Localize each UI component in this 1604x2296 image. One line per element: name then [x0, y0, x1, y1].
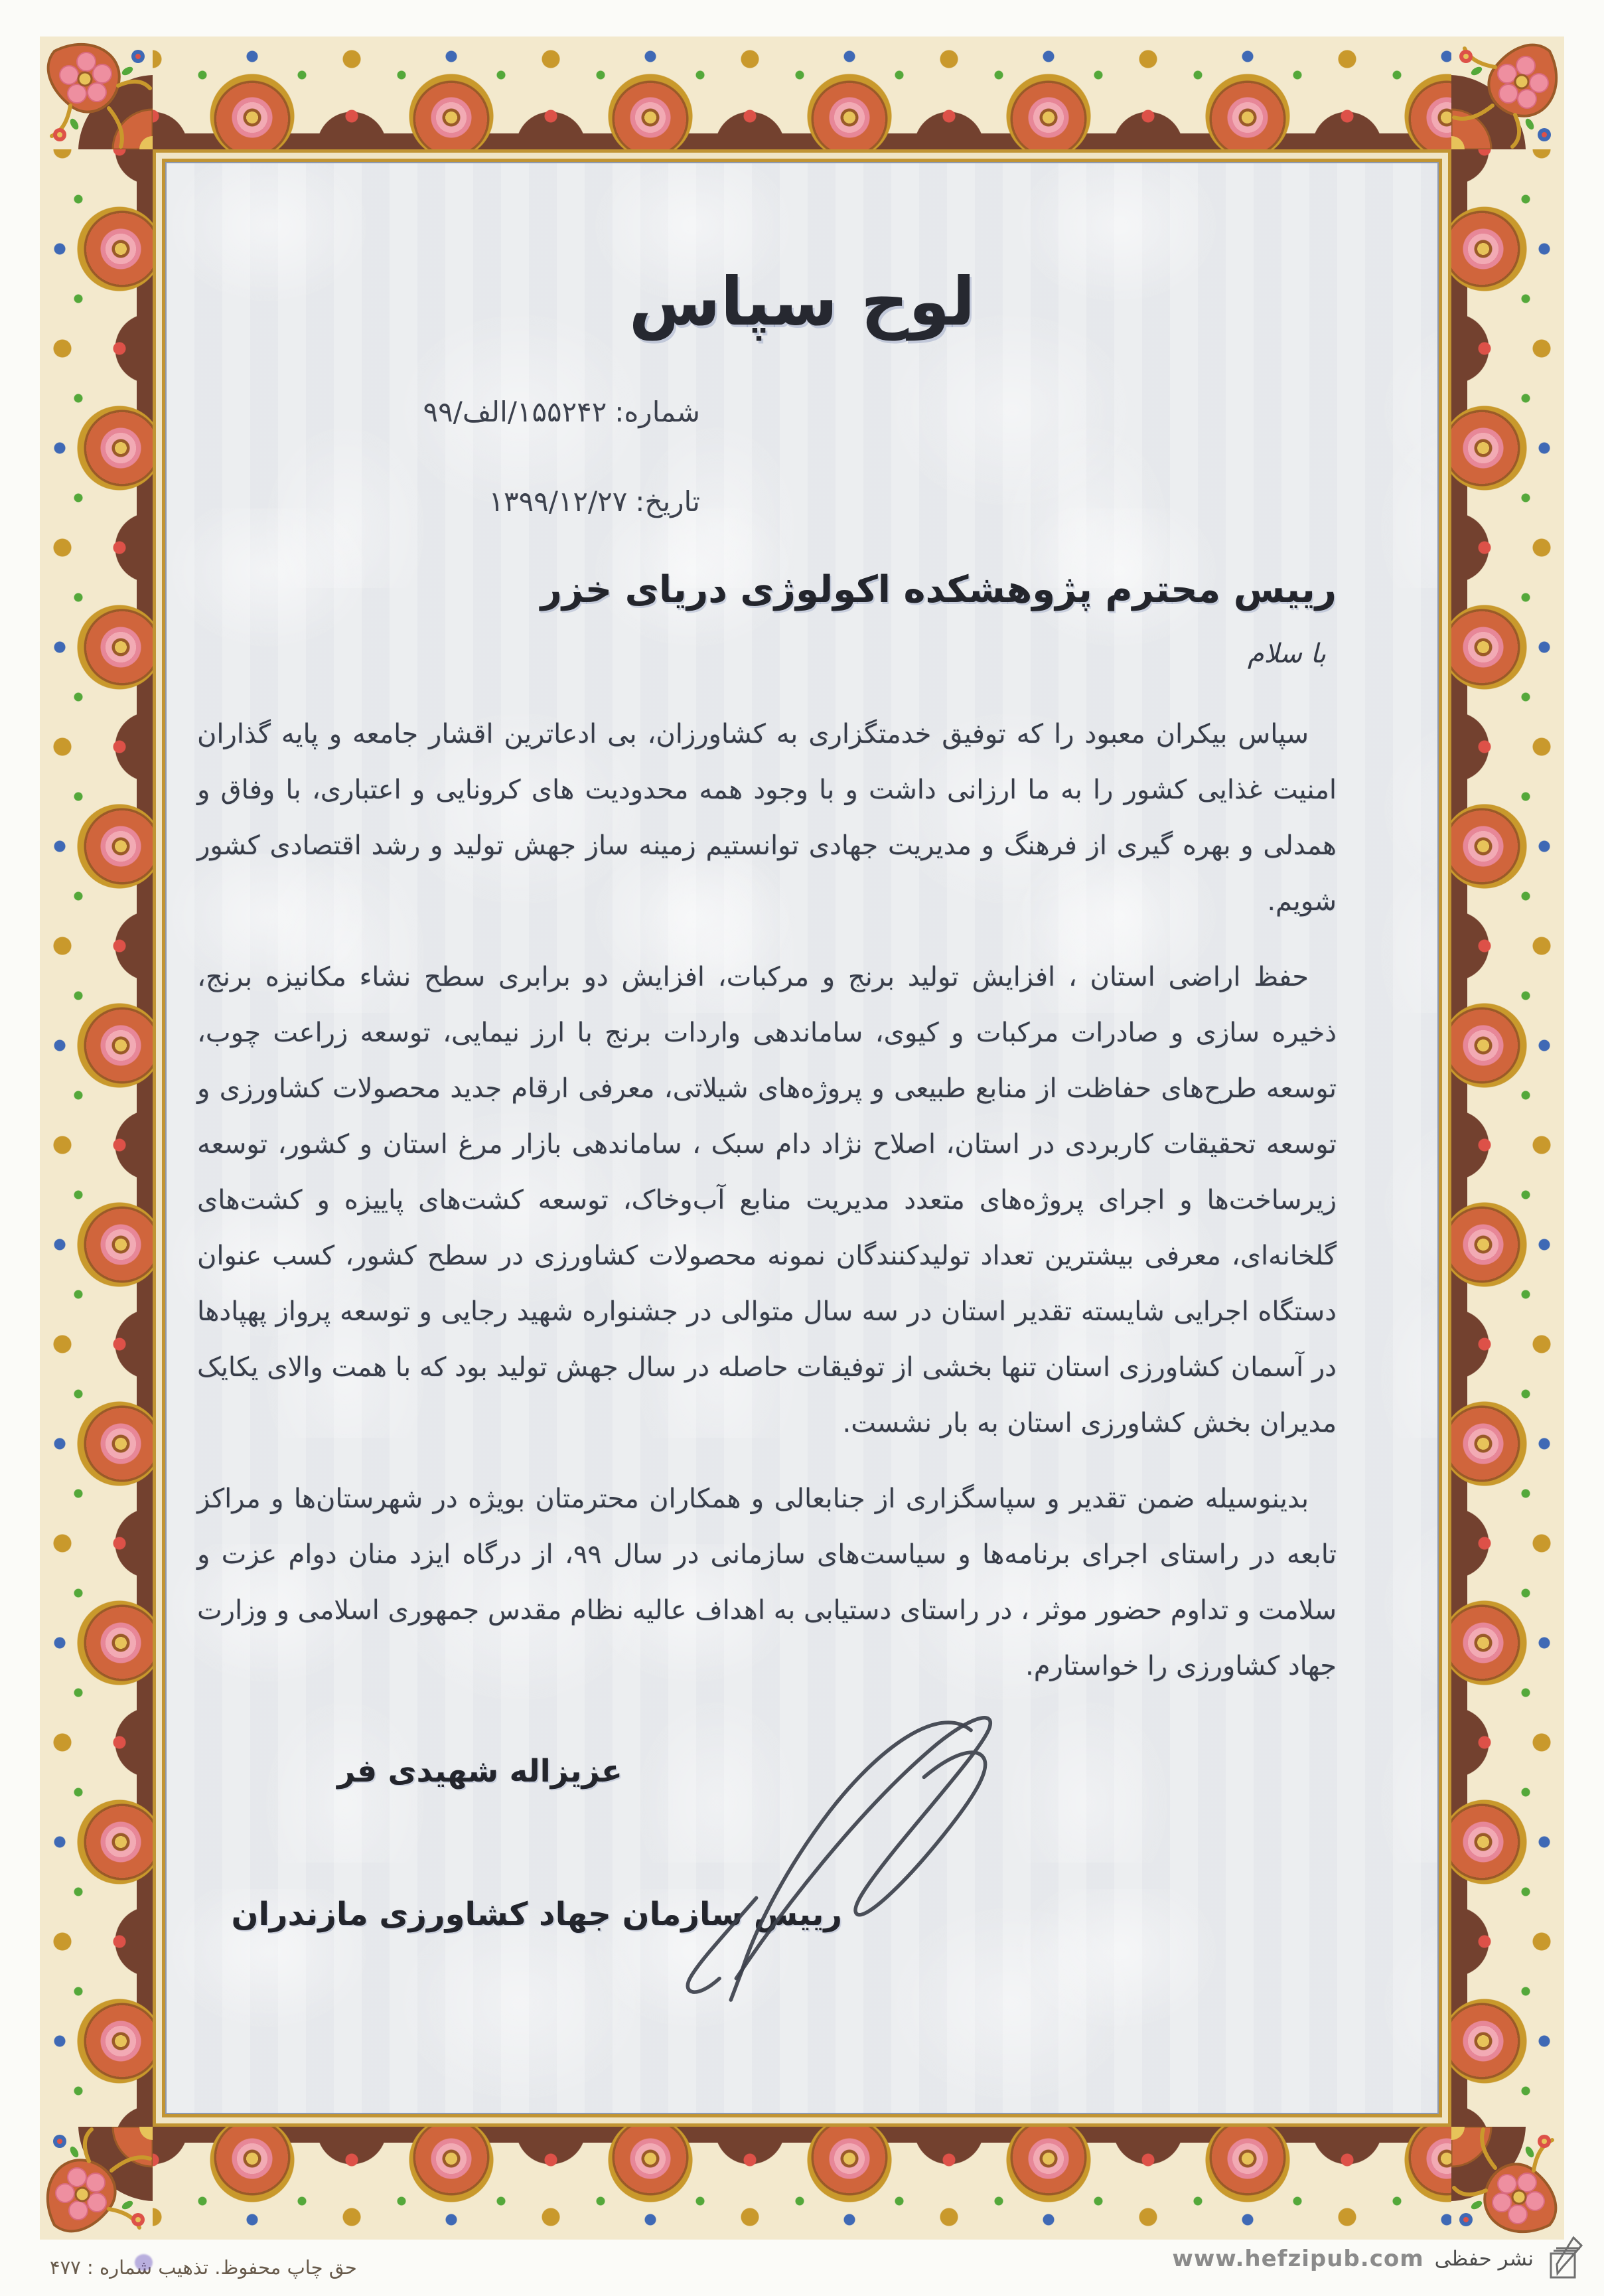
paragraph: حفظ اراضی استان ، افزایش تولید برنج و مرکبات، افزایش دو برابری سطح نشاء مکانیزه برنج، ذخیره سازی و صادرات مرکبات و کیوی، ساماندهی واردات برنج با ارز نیمایی، توسعه زراعت چوب، توسعه طرح‌های حفاظت از منابع طبیعی و پروژه‌های شیلاتی، معرفی ارقام جدید محصولات کشاورزی و توسعه تحقیقات کاربردی در استان، اصلاح نژاد دام سبک ، ساماندهی بازار مرغ استان و کشور، توسعه زیرساخت‌ها و اجرای پروژه‌های متعدد مدیریت منابع آب‌وخاک، توسعه کشت‌های پاییزه و کشت‌های گلخانه‌ای، معرفی بیشترین تعداد تولیدکنندگان نمونه محصولات کشاورزی در سطح کشور، کسب عنوان دستگاه اجرایی شایسته تقدیر استان در سه سال متوالی در جشنواره شهید رجایی و توسعه پرواز پهپادها در آسمان کشاورزی استان تنها بخشی از توفیقات حاصله در سال جهش تولید بود که با همت والای یکایک مدیران بخش کشاورزی استان به بار نشست.	[197, 962, 1337, 1438]
corner-ornament-icon	[1451, 2127, 1564, 2240]
border-strip-bottom	[153, 2127, 1451, 2240]
tazhib-border	[40, 37, 1564, 2240]
letter-date-line	[325, 485, 700, 518]
border-strip-right	[1451, 149, 1564, 2127]
signatory-name: عزیزاله شهیدی فر	[337, 1753, 622, 1790]
signatory-title: رییس سازمان جهاد کشاورزی مازندران	[231, 1896, 842, 1933]
paragraph: سپاس بیکران معبود را که توفیق خدمتگزاری به کشاورزان، بی ادعاترین اقشار جامعه و پایه گذاران امنیت غذایی کشور را به ما ارزانی داشت و با وجود همه محدودیت های کرونایی و اعتباری، با وفاق و همدلی و بهره گیری از فرهنگ و مدیریت جهادی توانستیم زمینه ساز جهش تولید و رشد اقتصادی کشور شویم.	[197, 719, 1337, 917]
copyright-text: حق چاپ محفوظ. تذهیب شماره : ۴۷۷	[50, 2256, 357, 2279]
paragraph: بدینوسیله ضمن تقدیر و سپاسگزاری از جنابعالی و همکاران محترمتان بویژه در شهرستان‌ها و مراکز تابعه در راستای اجرای برنامه‌ها و سیاست‌های سازمانی در سال ۹۹، از درگاه ایزد منان دوام عزت و سلامت و تداوم حضور موثر ، در راستای دستیابی به اهداف عالیه نظام مقدس جمهوری اسلامی و وزارت جهاد کشاورزی را خواستارم.	[197, 1484, 1337, 1681]
letter-meta	[325, 396, 700, 575]
meta-value: ۱۳۹۹/۱۲/۲۷	[488, 485, 628, 518]
meta-label: شماره:	[615, 396, 700, 428]
page-title: لوح سپاس	[628, 263, 976, 341]
meta-value: ۱۵۵۲۴۲/الف/۹۹	[423, 396, 607, 428]
signature-scribble-icon	[654, 1690, 1026, 2002]
publisher-website: www.hefzipub.com	[1172, 2246, 1424, 2272]
ink-smudge	[135, 2254, 153, 2271]
meta-label: تاریخ:	[635, 485, 700, 518]
salutation: با سلام	[1247, 639, 1326, 669]
corner-ornament-icon	[1451, 37, 1564, 149]
gold-frame	[153, 149, 1451, 2127]
border-strip-left	[40, 149, 153, 2127]
letter-body	[197, 706, 1337, 1714]
corner-ornament-icon	[40, 2127, 153, 2240]
copyright-note	[50, 2256, 357, 2279]
border-strip-top	[153, 37, 1451, 149]
letter-paper	[167, 163, 1437, 2113]
publisher-name: نشر حفظی	[1434, 2247, 1534, 2271]
book-and-pen-icon	[1544, 2235, 1587, 2283]
publisher-info	[1172, 2235, 1587, 2283]
letter-number-line	[325, 396, 700, 428]
recipient-title: رییس محترم پژوهشکده اکولوژی دریای خزر	[540, 568, 1337, 611]
corner-ornament-icon	[40, 37, 153, 149]
